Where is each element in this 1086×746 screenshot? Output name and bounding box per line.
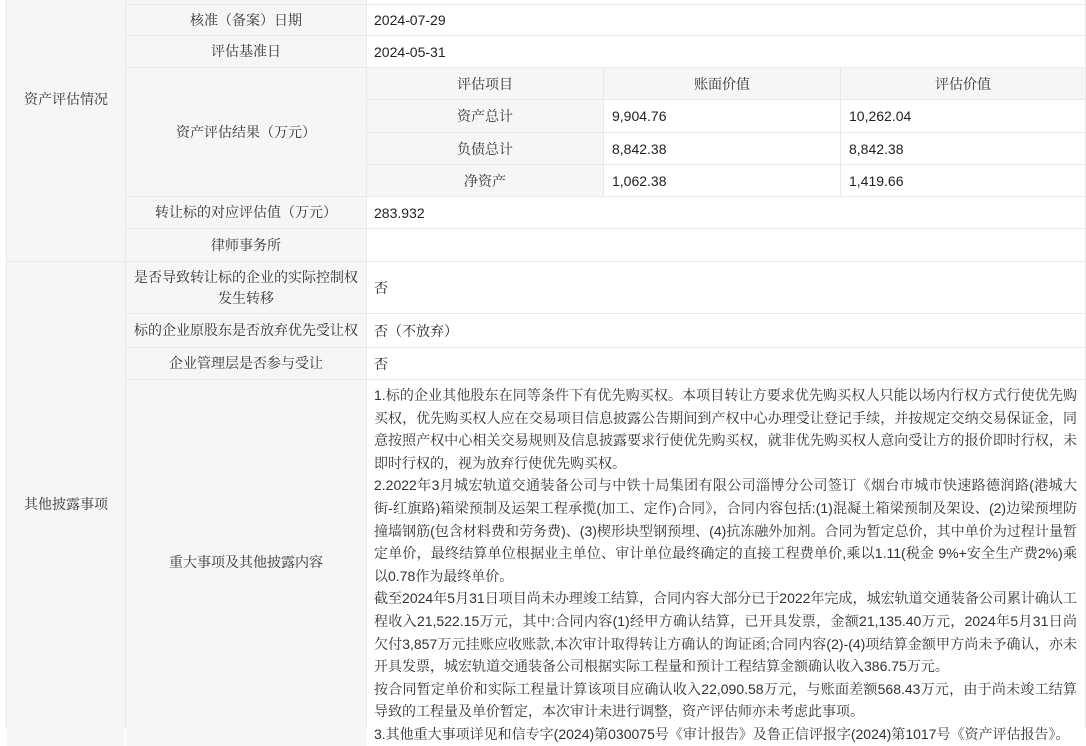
- valuation-row-item: 净资产: [367, 165, 603, 196]
- major-matters-label: 重大事项及其他披露内容: [126, 380, 366, 746]
- disclosure-paragraph: 3.其他重大事项详见和信专字(2024)第030075号《审计报告》及鲁正信评报字(2024)第1017号《资产评估报告》。: [374, 725, 1070, 742]
- section-label-other-disclosures: 其他披露事项: [7, 262, 125, 746]
- valuation-base-date-value: 2024-05-31: [367, 36, 1085, 67]
- valuation-row-book-value: 9,904.76: [604, 100, 840, 132]
- target-valuation-label: 转让标的对应评估值（万元）: [126, 197, 366, 228]
- disclosure-table: [6, 0, 1086, 742]
- section-label-asset-valuation: 资产评估情况: [7, 0, 125, 261]
- management-participation-label: 企业管理层是否参与受让: [126, 348, 366, 379]
- major-matters-content: [367, 380, 1085, 746]
- valuation-row-appraised-value: 10,262.04: [841, 100, 1085, 132]
- disclosure-paragraph: 1.标的企业其他股东在同等条件下有优先购买权。本项目转让方要求优先购买权人只能以场内行权方式行使优先购买权，优先购买权人应在交易项目信息披露公告期间到产权中心办理受让登记手续，并按规定交纳交易保证金，同意按照产权中心相关交易规则及信息披露要求行使优先购买权，就非优先购买权人意向受让方的报价即时行权，未即时行权的，视为放弃行使优先购买权。: [374, 387, 1077, 471]
- control-transfer-value: 否: [367, 262, 1085, 313]
- valuation-row-appraised-value: 8,842.38: [841, 133, 1085, 164]
- valuation-header-book-value: 账面价值: [604, 68, 840, 99]
- target-valuation-value: 283.932: [367, 197, 1085, 228]
- valuation-row-appraised-value: 1,419.66: [841, 165, 1085, 196]
- valuation-header-item: 评估项目: [367, 68, 603, 99]
- cropped-label-cell: [126, 0, 366, 4]
- disclosure-paragraph: 按合同暂定单价和实际工程量计算该项目应确认收入22,090.58万元，与账面差额568.43万元，由于尚未竣工结算导致的工程量及单价暂定，本次审计未进行调整，资产评估师亦未考虑此事项。: [374, 680, 1077, 720]
- shareholder-waiver-value: 否（不放弃）: [367, 314, 1085, 347]
- valuation-header-appraised-value: 评估价值: [841, 68, 1085, 99]
- valuation-row-item: 资产总计: [367, 100, 603, 132]
- disclosure-paragraph: 截至2024年5月31日项目尚未办理竣工结算，合同内容大部分已于2022年完成，城宏轨道交通装备公司累计确认工程收入21,522.15万元，其中:合同内容(1)经甲方确认结算，已开具发票，金额21,135.40万元，2024年5月31日尚欠付3,857万元挂账应收账款,本次审计取得转让方确认的询证函;合同内容(2)-(4)项结算金额甲方尚未予确认，亦未开具发票，城宏轨道交通装备公司根据实际工程量和预计工程结算金额确认收入386.75万元。: [374, 590, 1077, 675]
- approval-date-value: 2024-07-29: [367, 5, 1085, 35]
- valuation-row-item: 负债总计: [367, 133, 603, 164]
- valuation-base-date-label: 评估基准日: [126, 36, 366, 67]
- cropped-value-cell: [367, 0, 1085, 4]
- management-participation-value: 否: [367, 348, 1085, 379]
- valuation-result-label: 资产评估结果（万元）: [126, 68, 366, 196]
- control-transfer-label: 是否导致转让标的企业的实际控制权发生转移: [126, 262, 366, 313]
- disclosure-paragraph: 2.2022年3月城宏轨道交通装备公司与中铁十局集团有限公司淄博分公司签订《烟台市城市快速路德润路(港城大街-红旗路)箱梁预制及运架工程承揽(加工、定作)合同》，合同内容包括:(1)混凝土箱梁预制及架设、(2)边梁预埋防撞墙钢筋(包含材料费和劳务费)、(3)楔形块型钢预埋、(4)抗冻融外加剂。合同为暂定总价，其中单价为过程计量暂定单价，最终结算单位根据业主单位、审计单位最终确定的直接工程费单价,乘以1.11(税金 9%+安全生产费2%)乘以0.78作为最终单价。: [374, 477, 1077, 584]
- valuation-row-book-value: 8,842.38: [604, 133, 840, 164]
- valuation-result-table: [367, 68, 1085, 196]
- law-firm-value: [367, 229, 1085, 261]
- law-firm-label: 律师事务所: [126, 229, 366, 261]
- valuation-row-book-value: 1,062.38: [604, 165, 840, 196]
- approval-date-label: 核准（备案）日期: [126, 5, 366, 35]
- shareholder-waiver-label: 标的企业原股东是否放弃优先受让权: [126, 314, 366, 347]
